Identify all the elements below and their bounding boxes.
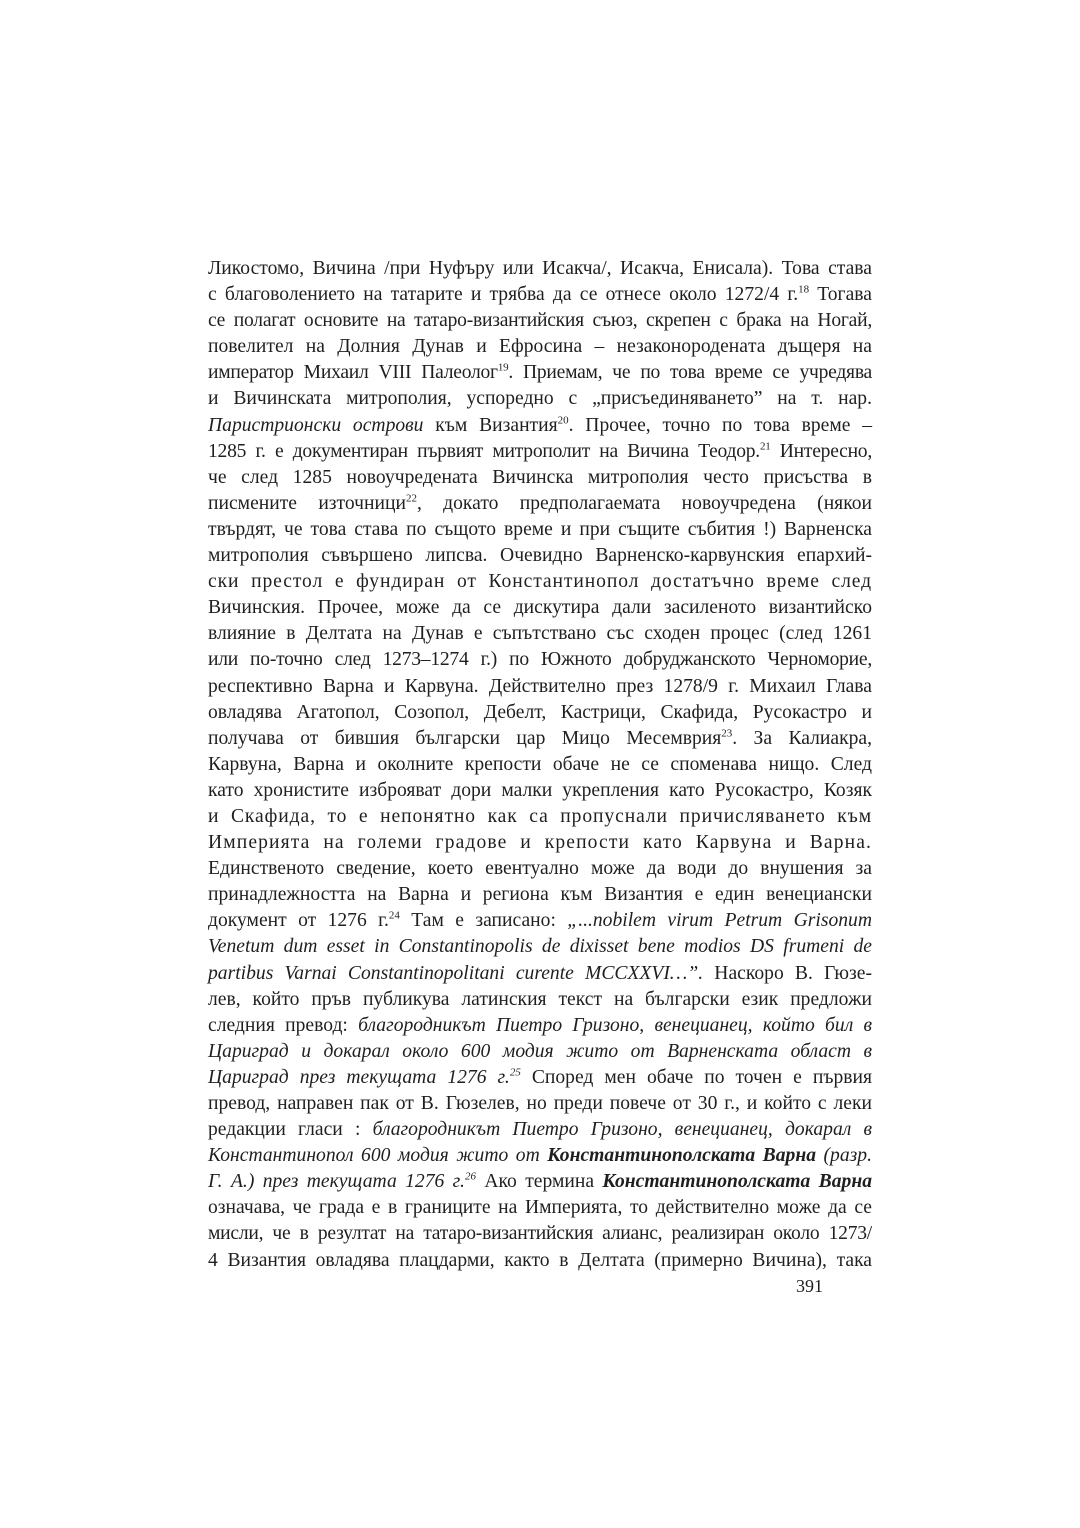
text-line [208,778,872,804]
text-line [208,413,872,439]
text-line [208,1221,872,1247]
text-line [208,491,872,517]
text-line [208,830,872,856]
text-segment: превод, направен пак от В. Гюзелев, но преди повече от 30 г., и който с леки [208,1093,872,1114]
text-segment: документ от 1276 г. [208,910,389,932]
text-line [208,308,872,334]
text-segment: Единственото сведение, което евентуално може да води до внушения за [208,858,872,880]
text-line [208,882,872,908]
text-segment: Наскоро В. Гюзе- [703,962,873,984]
text-segment: че след 1285 новоучредената Вичинска митрополия често присъства в [208,466,872,488]
text-segment: 1285 г. е документиран първият митрополит на Вичина Теодор. [208,440,760,462]
text-segment: Ако термина [475,1171,603,1193]
text-segment: като хронистите изброяват дори малки укрепления като Русокастро, Козяк [208,779,872,801]
text-segment: , докато предполагаемата новоучредена (някои [416,492,872,514]
italic-text: Паристрионски острови [208,414,424,436]
text-segment: принадлежността на Варна и региона към Византия е един венециански [208,884,872,906]
italic-text: Venetum dum esset in Constantinopolis de dixisset bene modios DS frumeni de [208,936,872,958]
italic-text: Г. А.) през текущата 1276 г. [208,1171,465,1193]
text-line [208,752,872,778]
text-line [208,700,872,726]
text-segment: Карвуна, Варна и околните крепости обаче не се споменава нищо. След [208,753,872,775]
footnote-ref: 21 [759,440,771,453]
text-line [208,386,872,412]
text-line [208,439,872,465]
text-segment: . Прочее, точно по това време – [568,414,872,436]
text-segment: Според мен обаче по точен е първия [520,1066,872,1088]
text-line [208,1065,872,1091]
text-segment: твърдят, че това става по същото време и при същите събития !) Варненска [208,518,872,540]
text-line [208,1117,872,1143]
footnote-ref: 19 [497,361,509,374]
text-segment: и Вичинската митрополия, успоредно с „присъединяването” на т. нар. [208,388,872,410]
italic-text: благородникът Пиетро Гризоно, венецианец, който бил в [358,1014,872,1036]
text-line [208,726,872,752]
text-line [208,856,872,882]
text-segment: . За Калиакра, [732,727,872,749]
italic-text: „...nobilem virum Petrum Grisonum [567,910,872,932]
text-segment: Там е записано: [399,910,568,932]
footnote-ref: 25 [509,1066,521,1079]
text-line [208,647,872,673]
text-line [208,543,872,569]
italic-text: (разр. [816,1145,872,1167]
italic-text: Цариград през текущата 1276 г. [208,1066,510,1088]
text-segment: повелител на Долния Дунав и Ефросина – незаконороденaта дъщеря на [208,336,872,358]
text-line [208,256,872,282]
emphasis-text: Константинополската Варна [547,1145,816,1167]
text-segment: получава от бившия български цар Мицо Месемврия [208,727,722,749]
text-line [208,465,872,491]
italic-text: Константинопол 600 модия жито от [208,1145,548,1167]
text-line [208,1195,872,1221]
text-segment: 4 Византия овладява плацдарми, както в Делтата (примерно Вичина), така [208,1249,872,1271]
footnote-ref: 26 [464,1170,476,1183]
text-line [208,282,872,308]
text-segment: към Византия [423,414,558,436]
footnote-ref: 18 [798,283,810,296]
text-segment: означава, че града е в границите на Империята, то действително може да се [208,1197,872,1219]
text-segment: овладява Агатопол, Созопол, Дебелт, Кастрици, Скафида, Русокастро и [208,701,872,723]
text-line [208,360,872,386]
text-line [208,1169,872,1195]
footnote-ref: 22 [405,492,417,505]
text-segment: следния превод: [208,1014,359,1036]
text-line [208,595,872,621]
text-segment: мисли, че в резултат на татаро-византийския алианс, реализиран около 1273/ [208,1223,872,1245]
footnote-ref: 20 [557,414,569,427]
text-segment: Ликостомо, Вичина /при Нуфъру или Исакча/, Исакча, Енисала). Това става [208,258,872,279]
emphasis-text: Константинополската Варна [602,1171,872,1193]
text-segment: редакции гласи : [208,1119,373,1141]
text-line [208,334,872,360]
footnote-ref: 24 [388,909,400,922]
text-line [208,621,872,647]
text-segment: Интересно, [770,440,873,462]
text-segment: и Скафида, то е непонятно как са пропуснали причисляването към [208,805,872,827]
text-line [208,517,872,543]
text-line [208,569,872,595]
text-line [208,934,872,960]
text-line [208,1248,872,1274]
text-segment: или по-точно след 1273–1274 г.) по Южното добруджанското Черноморие, [208,649,872,671]
text-line [208,961,872,987]
text-segment: влияние в Делтата на Дунав е съпътствано със сходен процес (след 1261 [208,623,872,645]
body-text [208,256,872,1274]
text-line [208,804,872,830]
text-line [208,987,872,1013]
text-line [208,908,872,934]
text-segment: . Приемам, че по това време се учредява [508,362,873,384]
footnote-ref: 23 [721,727,733,740]
text-line [208,674,872,700]
text-segment: Тогава [809,284,872,306]
text-line [208,1143,872,1169]
text-segment: митрополия съвършено липсва. Очевидно Варненско-карвунския епархий- [208,545,872,567]
text-segment: писмените източници [208,492,406,514]
text-line [208,1013,872,1039]
text-segment: респективно Варна и Карвуна. Действително през 1278/9 г. Михаил Глава [208,675,872,697]
text-segment: император Михаил VIII Палеолог [208,362,498,384]
text-segment: се полагат основите на татаро-византийския съюз, скрепен с брака на Ногай, [208,310,872,332]
text-segment: Империята на големи градове и крепости като Карвуна и Варна. [208,832,872,854]
text-segment: ски престол е фундиран от Константинопол достатъчно време след [208,571,872,593]
text-segment: лев, който пръв публикува латинския текст на български език предложи [208,988,872,1010]
text-segment: Вичинския. Прочее, може да се дискутира дали засиленото византийско [208,597,872,619]
text-line [208,1091,872,1117]
text-segment: с благоволението на татарите и трябва да се отнесе около 1272/4 г. [208,284,799,306]
italic-text: благородникът Пиетро Гризоно, венецианец, докарал в [372,1119,873,1141]
page-number: 391 [796,1276,823,1296]
italic-text: partibus Varnai Constantinopolitani curente MCCXXVI…”. [208,962,704,984]
italic-text: Цариград и докарал около 600 модия жито от Варненската област в [208,1040,872,1062]
text-line [208,1039,872,1065]
